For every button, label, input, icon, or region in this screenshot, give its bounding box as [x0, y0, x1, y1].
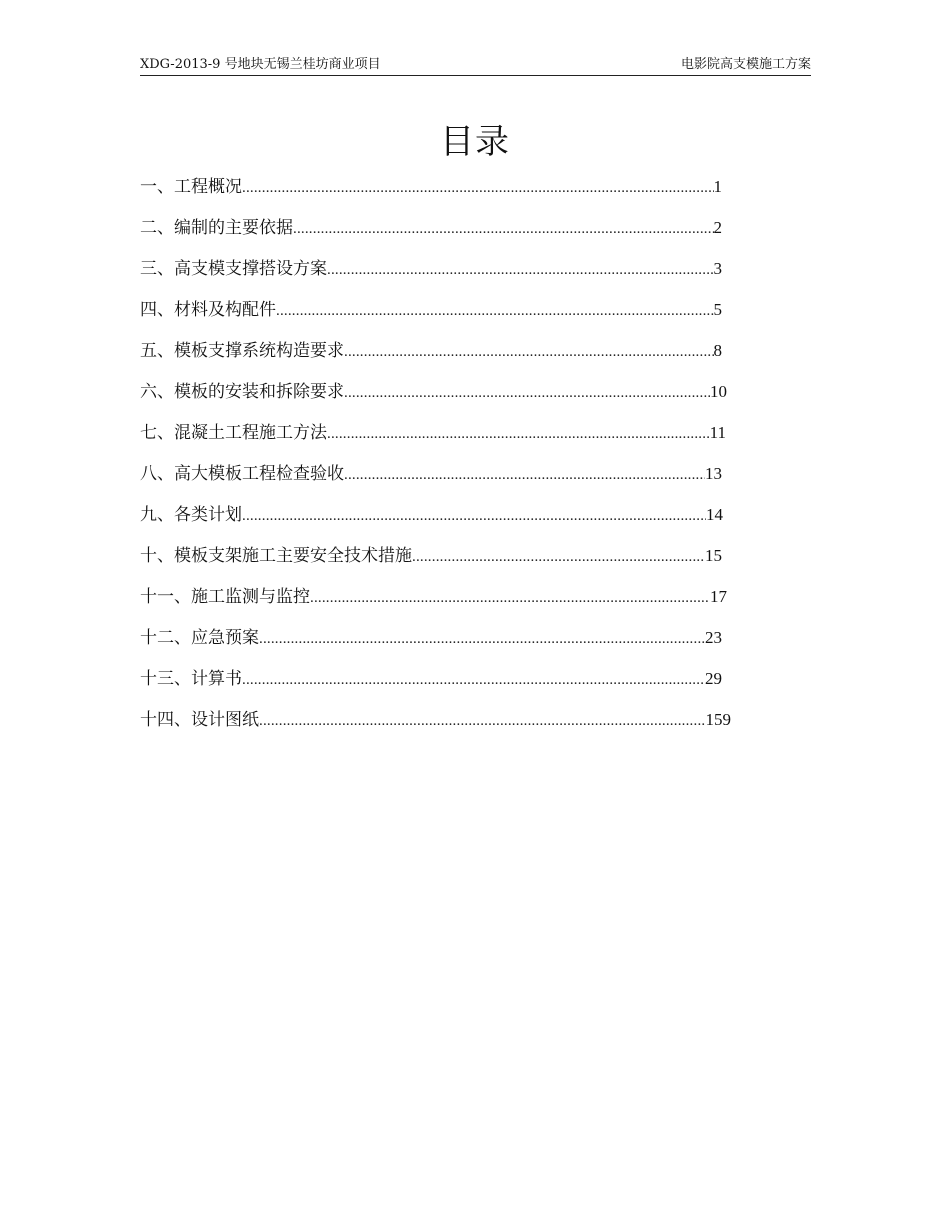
toc-entry[interactable] — [140, 580, 727, 614]
toc-entry-page: 23 — [705, 628, 722, 647]
toc-entry-label: 十四、设计图纸 — [140, 710, 259, 730]
toc-entry-label: 六、模板的安装和拆除要求 — [140, 382, 344, 402]
toc-entry-label: 三、高支模支撑搭设方案 — [140, 259, 327, 279]
toc-entry-page: 17 — [710, 587, 727, 606]
toc-title: 目录 — [440, 122, 510, 162]
toc-entry[interactable] — [140, 211, 722, 245]
toc-entry-page: 15 — [705, 546, 722, 565]
toc-dot-leader — [242, 171, 714, 204]
toc-entry-label: 四、材料及构配件 — [140, 300, 276, 320]
toc-entry[interactable] — [140, 703, 731, 737]
toc-dot-leader — [327, 417, 710, 450]
toc-dot-leader — [293, 212, 714, 245]
toc-dot-leader — [259, 704, 706, 737]
toc-entry-page: 1 — [713, 177, 722, 196]
toc-entry[interactable] — [140, 252, 722, 286]
toc-entry-label: 五、模板支撑系统构造要求 — [140, 341, 344, 361]
toc-entry[interactable] — [140, 662, 722, 696]
header-project-name: XDG-2013-9 号地块无锡兰桂坊商业项目 — [140, 57, 381, 72]
toc-entry[interactable] — [140, 621, 722, 655]
header-document-title: 电影院高支模施工方案 — [680, 57, 811, 72]
toc-entry[interactable] — [140, 170, 722, 204]
toc-entry[interactable] — [140, 416, 726, 450]
toc-dot-leader — [327, 253, 714, 286]
toc-entry-label: 十二、应急预案 — [140, 628, 259, 648]
toc-entry-page: 8 — [713, 341, 722, 360]
toc-entry-page: 159 — [705, 710, 731, 729]
toc-entry[interactable] — [140, 334, 722, 368]
toc-entry-page: 2 — [713, 218, 722, 237]
toc-entry-page: 5 — [713, 300, 722, 319]
toc-entry-label: 一、工程概况 — [140, 177, 242, 197]
toc-dot-leader — [310, 581, 710, 614]
toc-dot-leader — [242, 663, 705, 696]
toc-entry[interactable] — [140, 457, 722, 491]
page-header — [140, 55, 811, 76]
toc-entry[interactable] — [140, 498, 723, 532]
toc-entry-label: 二、编制的主要依据 — [140, 218, 293, 238]
toc-dot-leader — [344, 376, 710, 409]
toc-dot-leader — [242, 499, 706, 532]
toc-entry-page: 3 — [713, 259, 722, 278]
toc-entry[interactable] — [140, 375, 727, 409]
toc-dot-leader — [344, 335, 714, 368]
toc-dot-leader — [259, 622, 705, 655]
toc-entry-label: 十三、计算书 — [140, 669, 242, 689]
toc-entry-page: 13 — [705, 464, 722, 483]
toc-entry-page: 10 — [710, 382, 727, 401]
toc-entry-page: 11 — [709, 423, 726, 442]
toc-dot-leader — [412, 540, 705, 573]
toc-entry[interactable] — [140, 293, 722, 327]
toc-entry-label: 八、高大模板工程检查验收 — [140, 464, 344, 484]
toc-dot-leader — [344, 458, 705, 491]
toc-dot-leader — [276, 294, 714, 327]
toc-entry-label: 十、模板支架施工主要安全技术措施 — [140, 546, 412, 566]
toc-entry-label: 十一、施工监测与监控 — [140, 587, 310, 607]
toc-entry-page: 29 — [705, 669, 722, 688]
toc-entry-label: 九、各类计划 — [140, 505, 242, 525]
toc-entry-page: 14 — [706, 505, 723, 524]
toc-entry[interactable] — [140, 539, 722, 573]
toc-entry-label: 七、混凝土工程施工方法 — [140, 423, 327, 443]
